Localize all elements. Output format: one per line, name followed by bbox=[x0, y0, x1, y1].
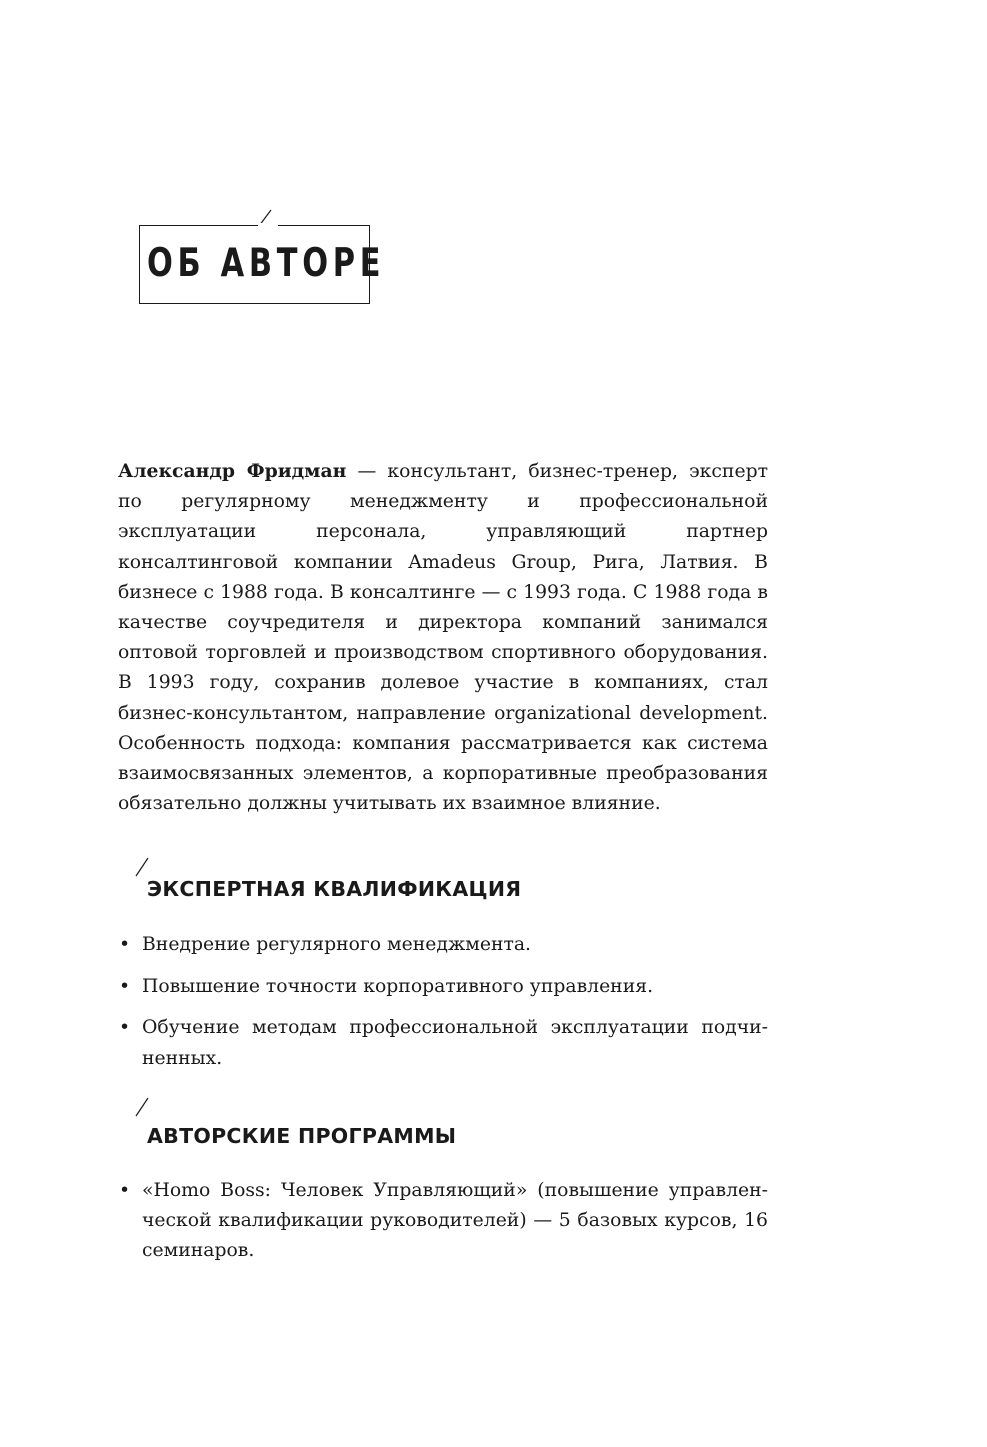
list-item-text: «Homo Boss: Человек Управляющий» (повышение управленческой квалификации руководителей) — 5 базовых курсов, 16 семинаров. bbox=[142, 1180, 768, 1262]
author-bio-paragraph bbox=[118, 456, 768, 819]
bullet-icon: • bbox=[119, 975, 131, 997]
bullet-icon: • bbox=[119, 1017, 131, 1039]
list-item bbox=[118, 1176, 768, 1267]
expertise-list bbox=[118, 930, 768, 1085]
list-item bbox=[118, 972, 768, 1002]
list-item-text: Обучение методам профессиональной эксплуатации подчиненных. bbox=[142, 1017, 768, 1069]
bullet-icon: • bbox=[119, 934, 131, 955]
page-title: ОБ АВТОРЕ bbox=[147, 241, 386, 286]
section-slash-mark bbox=[134, 857, 150, 877]
title-frame-gap bbox=[258, 223, 278, 228]
list-item-text: Повышение точности корпоративного управления. bbox=[142, 975, 654, 997]
section-slash-mark bbox=[134, 1097, 150, 1117]
section-heading-programs: АВТОРСКИЕ ПРОГРАММЫ bbox=[147, 1124, 457, 1148]
list-item bbox=[118, 1013, 768, 1073]
bullet-icon: • bbox=[119, 1180, 131, 1201]
author-name: Александр Фридман bbox=[118, 460, 347, 482]
list-item-text: Внедрение регулярного менеджмента. bbox=[142, 934, 532, 955]
programs-list bbox=[118, 1176, 768, 1278]
section-heading-expertise: ЭКСПЕРТНАЯ КВАЛИФИКАЦИЯ bbox=[147, 877, 522, 901]
list-item bbox=[118, 930, 768, 960]
author-bio-text: — консультант, бизнес-тренер, эксперт по регулярному менеджменту и профессиональной эксплуатации персонала, управляющий партнер консалтинговой компании Amadeus Group, Рига, Латвия. В бизнесе с 1988 года. В консалтинге — с 1993 года. С 1988 года в качестве соучредителя и директора компаний занимался оптовой торговлей и производством спортивного оборудования. В 1993 году, сохранив долевое участие в компаниях, стал бизнес-консультантом, направление organizational development. Особенность подхода: компания рассматривается как система взаимосвязанных элементов, а корпоративные преобразования обязательно должны учитывать их взаимное влияние. bbox=[118, 461, 768, 815]
